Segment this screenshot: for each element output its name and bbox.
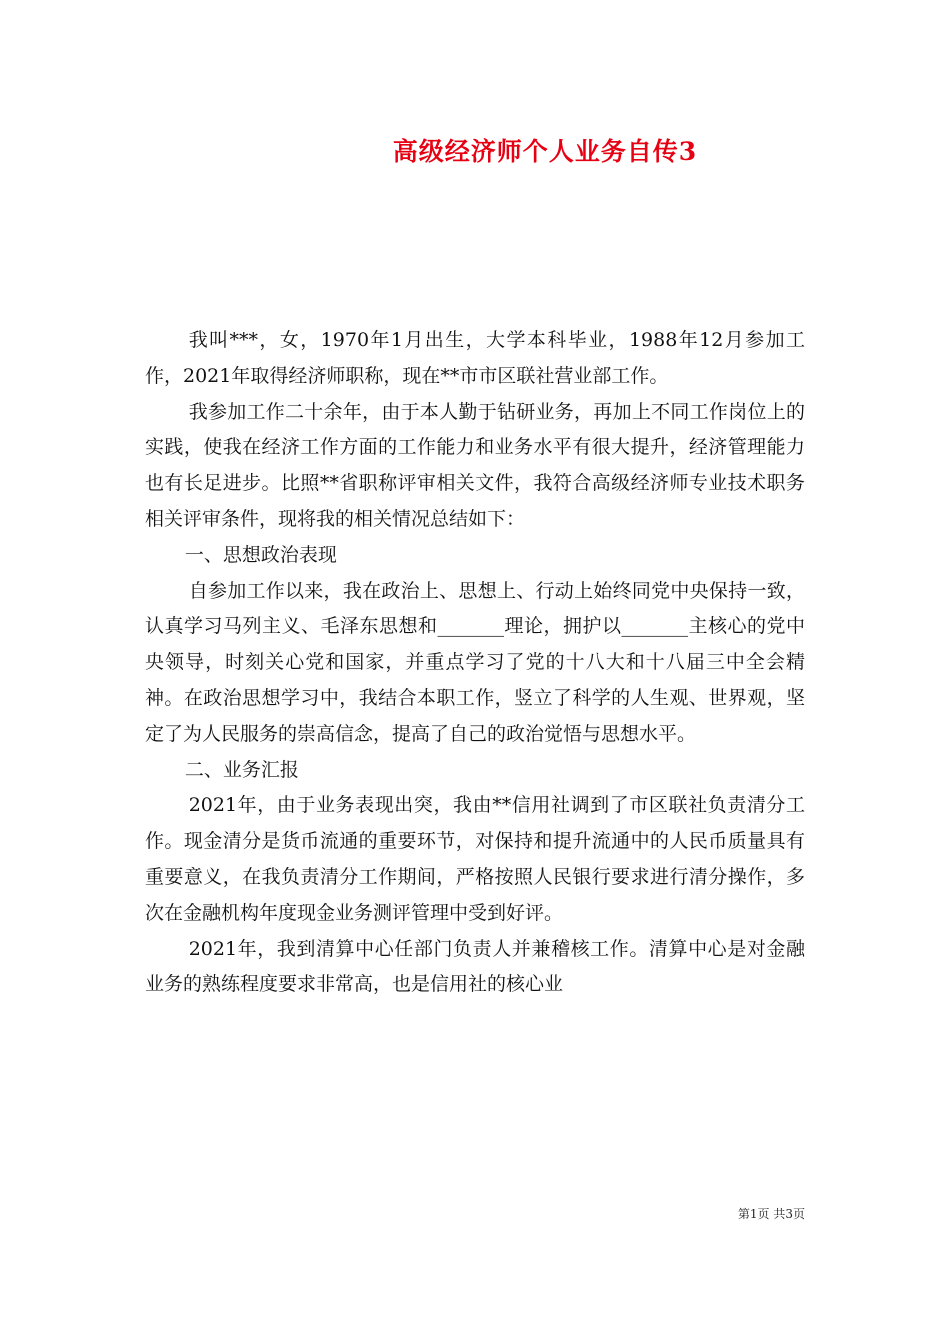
paragraph-intro: 我叫***，女，1970年1月出生，大学本科毕业，1988年12月参加工作，2021年取得经济师职称，现在**市市区联社营业部工作。 [145,329,805,387]
paragraph-summary: 我参加工作二十余年，由于本人勤于钻研业务，再加上不同工作岗位上的实践，使我在经济工作方面的工作能力和业务水平有很大提升，经济管理能力也有长足进步。比照**省职称评审相关文件，我符合高级经济师专业技术职务相关评审条件，现将我的相关情况总结如下： [145,400,805,530]
paragraph-business-2: 2021年，我到清算中心任部门负责人并兼稽核工作。清算中心是对金融业务的熟练程度要求非常高，也是信用社的核心业 [145,937,805,996]
section-heading-political: 一、思想政治表现 [184,543,337,566]
section-heading-business: 二、业务汇报 [184,758,299,781]
paragraph-political: 自参加工作以来，我在政治上、思想上、行动上始终同党中央保持一致，认真学习马列主义、毛泽东思想和_______理论，拥护以_______主核心的党中央领导，时刻关心党和国家，并重点学习了党的十八大和十八届三中全会精神。在政治思想学习中，我结合本职工作，竖立了科学的人生观、世界观，坚定了为人民服务的崇高信念，提高了自己的政治觉悟与思想水平。 [145,579,805,745]
paragraph-business-1: 2021年，由于业务表现出突，我由**信用社调到了市区联社负责清分工作。现金清分是货币流通的重要环节，对保持和提升流通中的人民币质量具有重要意义，在我负责清分工作期间，严格按照人民银行要求进行清分操作，多次在金融机构年度现金业务测评管理中受到好评。 [145,794,805,924]
document-body [145,323,805,1003]
document-title: 高级经济师个人业务自传3 [392,137,698,166]
page-number-footer: 第1页 共3页 [737,1207,805,1221]
